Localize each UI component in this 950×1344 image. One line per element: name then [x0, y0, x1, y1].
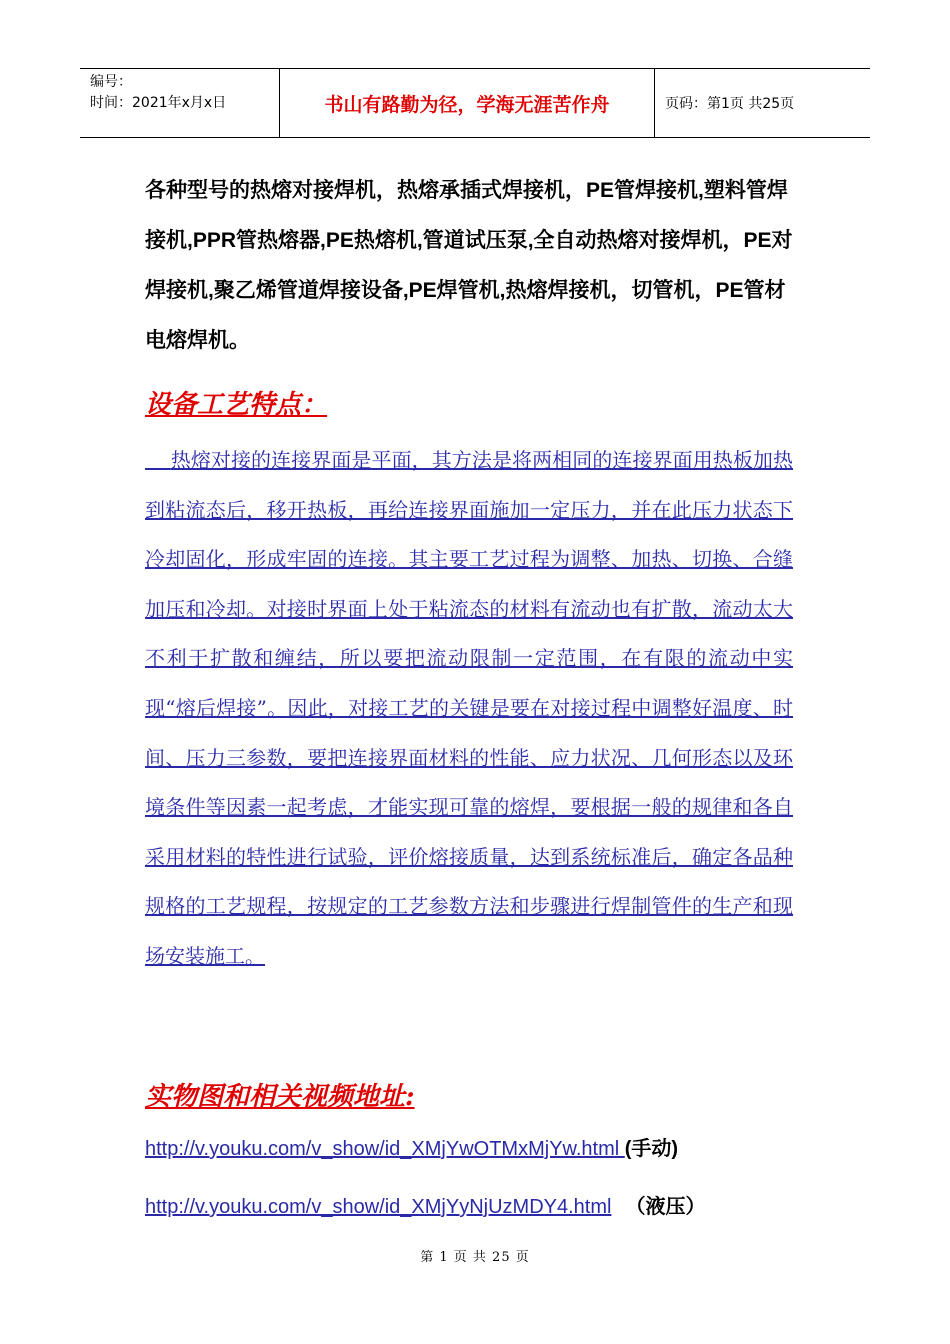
features-body-link[interactable]: 热熔对接的连接界面是平面，其方法是将两相同的连接界面用热板加热到粘流态后，移开热板，再给连接界面施加一定压力，并在此压力状态下冷却固化，形成牢固的连接。其主要工艺过程为调整、加热、切换、合缝加压和冷却。对接时界面上处于粘流态的材料有流动也有扩散，流动太大不利于扩散和缠结，所以要把流动限制一定范围，在有限的流动中实现“熔后焊接”。因此，对接工艺的关键是要在对接过程中调整好温度、时间、压力三参数，要把连接界面材料的性能、应力状况、几何形态以及环境条件等因素一起考虑，才能实现可靠的熔焊，要根据一般的规律和各自采用材料的特性进行试验，评价熔接质量，达到系统标准后，确定各品种规格的工艺规程，按规定的工艺参数方法和步骤进行焊制管件的生产和现场安装施工。 — [145, 448, 793, 968]
section-heading-videos: 实物图和相关视频地址: — [145, 1082, 415, 1112]
video-link-row-2 — [145, 1190, 705, 1219]
page-header — [80, 68, 870, 138]
header-page-info: 页码：第1页 共25页 — [665, 96, 795, 112]
video-link-2-note: （液压） — [625, 1196, 706, 1218]
video-link-2[interactable]: http://v.youku.com/v_show/id_XMjYyNjUzMDY4.html — [145, 1196, 612, 1218]
header-motto: 书山有路勤为径，学海无涯苦作舟 — [280, 69, 655, 137]
number-label: 编号： — [90, 74, 132, 90]
time-label: 时间：2021年x月x日 — [90, 95, 227, 111]
video-link-1[interactable]: http://v.youku.com/v_show/id_XMjYwOTMxMjYw.html — [145, 1138, 625, 1160]
video-link-1-note: (手动) — [624, 1138, 679, 1160]
intro-paragraph: 各种型号的热熔对接焊机，热熔承插式焊接机，PE管焊接机,塑料管焊接机,PPR管热熔器,PE热熔机,管道试压泵,全自动热熔对接焊机，PE对焊接机,聚乙烯管道焊接设备,PE焊管机,热熔焊接机，切管机，PE管材电熔焊机。 — [145, 179, 793, 352]
video-link-row-1 — [145, 1132, 678, 1161]
page-footer: 第 1 页 共 25 页 — [420, 1250, 530, 1265]
section-heading-features: 设备工艺特点： — [145, 390, 328, 420]
header-meta — [80, 69, 280, 137]
